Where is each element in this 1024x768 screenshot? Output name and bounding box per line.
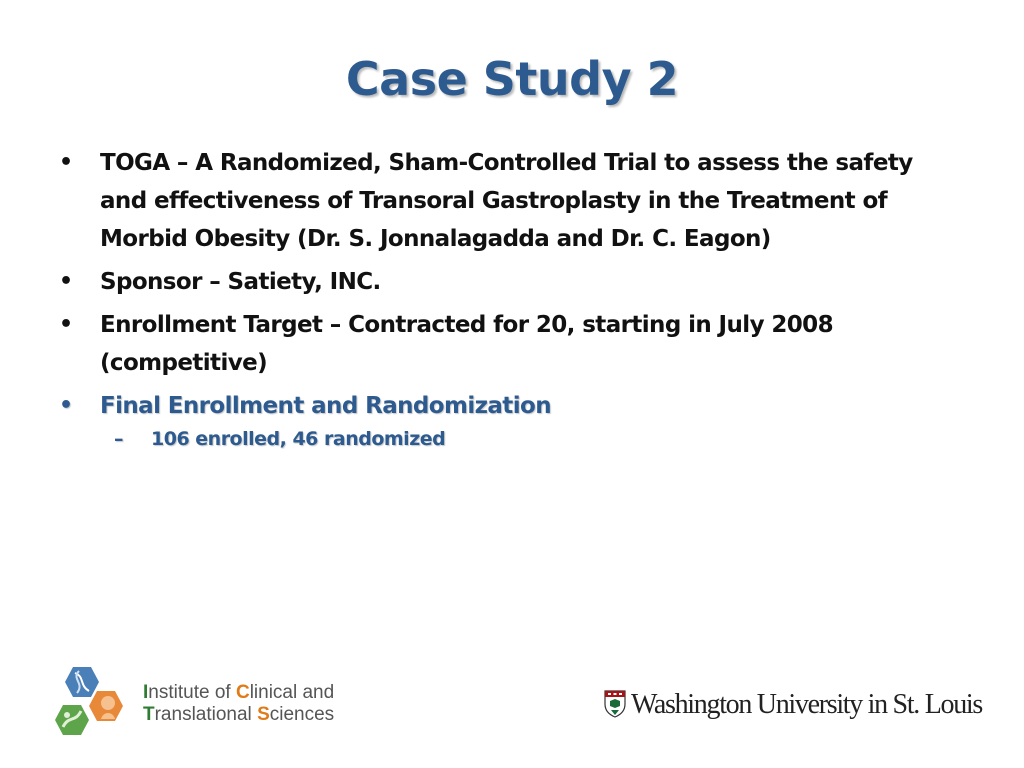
bullet-dot: •: [59, 312, 73, 337]
bullet-text: Final Enrollment and Randomization: [100, 393, 551, 419]
bullet-list: [57, 144, 962, 452]
university-shield-icon: [604, 690, 626, 718]
icts-logo: [55, 665, 355, 745]
bullet-text: Enrollment Target – Contracted for 20, starting in July 2008 (competitive): [100, 312, 833, 376]
icts-line-1: Institute of Clinical and: [143, 682, 335, 703]
sub-bullet-text: 106 enrolled, 46 randomized: [151, 428, 446, 450]
bullet-item: [57, 144, 962, 258]
icts-line-2: Translational Sciences: [143, 704, 335, 725]
dash-marker: –: [114, 428, 123, 450]
icts-logo-mark-icon: [55, 665, 137, 745]
slide-title: Case Study 2: [345, 52, 679, 106]
sub-bullet-item: [57, 426, 962, 452]
bullet-dot: •: [59, 269, 73, 294]
washington-university-name: Washington University in St. Louis: [631, 689, 982, 720]
bullet-text: TOGA – A Randomized, Sham-Controlled Trial to assess the safety and effectiveness of Transoral Gastroplasty in the Treatment of Morbid Obesity (Dr. S. Jonnalagadda and Dr. C. Eagon): [100, 150, 913, 252]
bullet-item: [57, 306, 962, 382]
bullet-text: Sponsor – Satiety, INC.: [100, 269, 381, 295]
bullet-item-highlighted: [57, 387, 962, 425]
bullet-item: [57, 263, 962, 301]
bullet-dot: •: [59, 150, 73, 175]
icts-logo-text: [143, 682, 334, 726]
washington-university-logo: [604, 688, 984, 728]
bullet-dot: •: [59, 393, 73, 418]
